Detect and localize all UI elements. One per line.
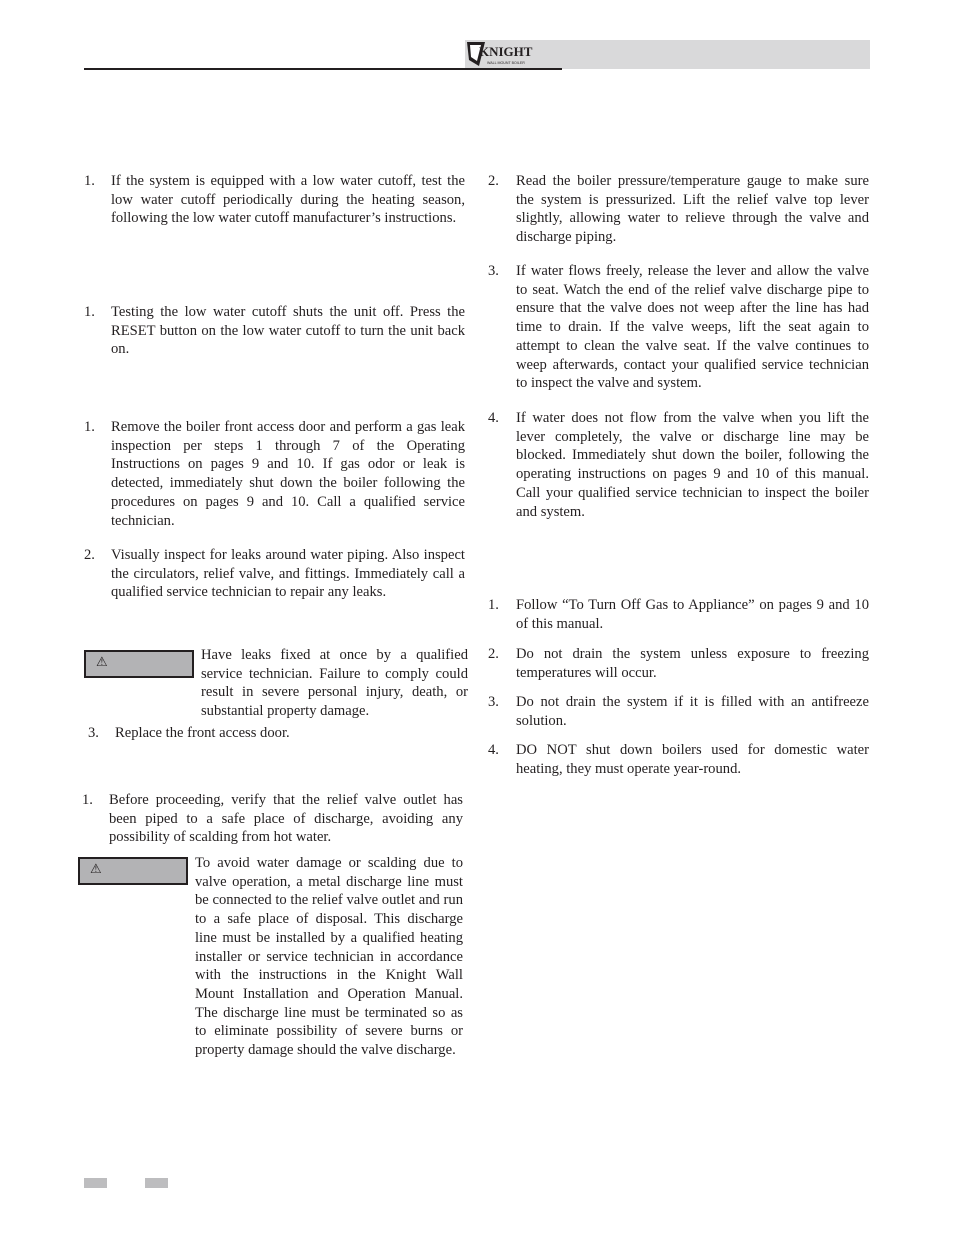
footer-tab-right — [145, 1178, 168, 1188]
list-number: 1. — [84, 173, 95, 189]
list-number: 3. — [488, 263, 499, 279]
list-item-relief-4 — [488, 409, 869, 521]
list-item-shutdown-3 — [488, 693, 869, 730]
warning-triangle-icon: ⚠ — [96, 655, 108, 670]
list-text: Follow “To Turn Off Gas to Appliance” on pages 9 and 10 of this manual. — [516, 597, 869, 632]
list-text: If water does not flow from the valve when you lift the lever completely, the valve or discharge line may be blocked. Immediately shut down the boiler, following the operating instructions on pages 9 and 10 of this manual. Call your qualified service technician to inspect the boiler and system. — [516, 410, 869, 520]
list-item-relief-2 — [488, 172, 869, 247]
list-number: 1. — [488, 597, 499, 613]
warning-label-1 — [84, 650, 194, 678]
list-text: Replace the front access door. — [115, 725, 290, 741]
warning-triangle-icon: ⚠ — [90, 862, 102, 877]
list-number: 2. — [84, 547, 95, 563]
list-item-reset-1 — [84, 303, 465, 359]
list-item-shutdown-2 — [488, 645, 869, 682]
list-text: Read the boiler pressure/temperature gauge to make sure the system is pressurized. Lift the relief valve top lever slightly, allowing water to relieve through the valve and discharge piping. — [516, 173, 869, 246]
list-number: 3. — [488, 694, 499, 710]
list-number: 2. — [488, 646, 499, 662]
warning-text-1: Have leaks fixed at once by a qualified service technician. Failure to comply could result in severe personal injury, death, or substantial property damage. — [201, 647, 468, 720]
list-number: 2. — [488, 173, 499, 189]
warning-text-2: To avoid water damage or scalding due to valve operation, a metal discharge line must be connected to the relief valve outlet and run to a safe place of disposal. This discharge line must be installed by a qualified heating installer or service technician in accordance with the instructions in the Knight Wall Mount Installation and Operation Manual. The discharge line must be terminated so as to eliminate possibility of severe burns or property damage should the valve discharge. — [195, 855, 463, 1059]
logo-wordmark: KNIGHT — [479, 44, 533, 59]
list-text: If the system is equipped with a low water cutoff, test the low water cutoff periodically during the heating season, following the low water cutoff manufacturer’s instructions. — [111, 173, 465, 227]
list-number: 4. — [488, 742, 499, 758]
list-number: 1. — [84, 304, 95, 320]
list-item-relief-1 — [82, 791, 463, 847]
list-item-lwco-1 — [84, 172, 465, 228]
list-number: 3. — [88, 725, 99, 741]
list-text: Do not drain the system unless exposure to freezing temperatures will occur. — [516, 646, 869, 681]
list-text: Before proceeding, verify that the relief valve outlet has been piped to a safe place of discharge, avoiding any possibility of scalding from hot water. — [109, 792, 463, 846]
list-item-relief-3 — [488, 262, 869, 393]
list-number: 4. — [488, 410, 499, 426]
list-text: Testing the low water cutoff shuts the unit off. Press the RESET button on the low water cutoff to turn the unit back on. — [111, 304, 465, 358]
list-number: 1. — [82, 792, 93, 808]
list-item-inspect-3 — [88, 724, 465, 743]
list-item-shutdown-1 — [488, 596, 869, 633]
list-text: Remove the boiler front access door and perform a gas leak inspection per steps 1 through 7 of the Operating Instructions on pages 9 and 10. If gas odor or leak is detected, immediately shut down the boiler following the procedures on pages 9 and 10. Call a qualified service technician. — [111, 419, 465, 529]
list-text: Do not drain the system if it is filled with an antifreeze solution. — [516, 694, 869, 729]
list-text: If water flows freely, release the lever and allow the valve to seat. Watch the end of the relief valve discharge pipe to ensure that the valve does not weep after the line has had time to drain. If the valve weeps, lift the seat again to attempt to clean the valve seat. If the valve continues to weep afterwards, contact your qualified service technician to inspect the valve and system. — [516, 263, 869, 392]
list-item-shutdown-4 — [488, 741, 869, 778]
warning-label-2 — [78, 857, 188, 885]
knight-logo — [465, 40, 540, 68]
header-rule — [84, 68, 562, 70]
list-item-inspect-2 — [84, 546, 465, 602]
footer-tab-left — [84, 1178, 107, 1188]
logo-subtext: WALL MOUNT BOILER — [487, 61, 525, 65]
list-item-inspect-1 — [84, 418, 465, 530]
list-text: Visually inspect for leaks around water piping. Also inspect the circulators, relief valve, and fittings. Immediately call a qualified service technician to repair any leaks. — [111, 547, 465, 601]
list-text: DO NOT shut down boilers used for domestic water heating, they must operate year-round. — [516, 742, 869, 777]
list-number: 1. — [84, 419, 95, 435]
